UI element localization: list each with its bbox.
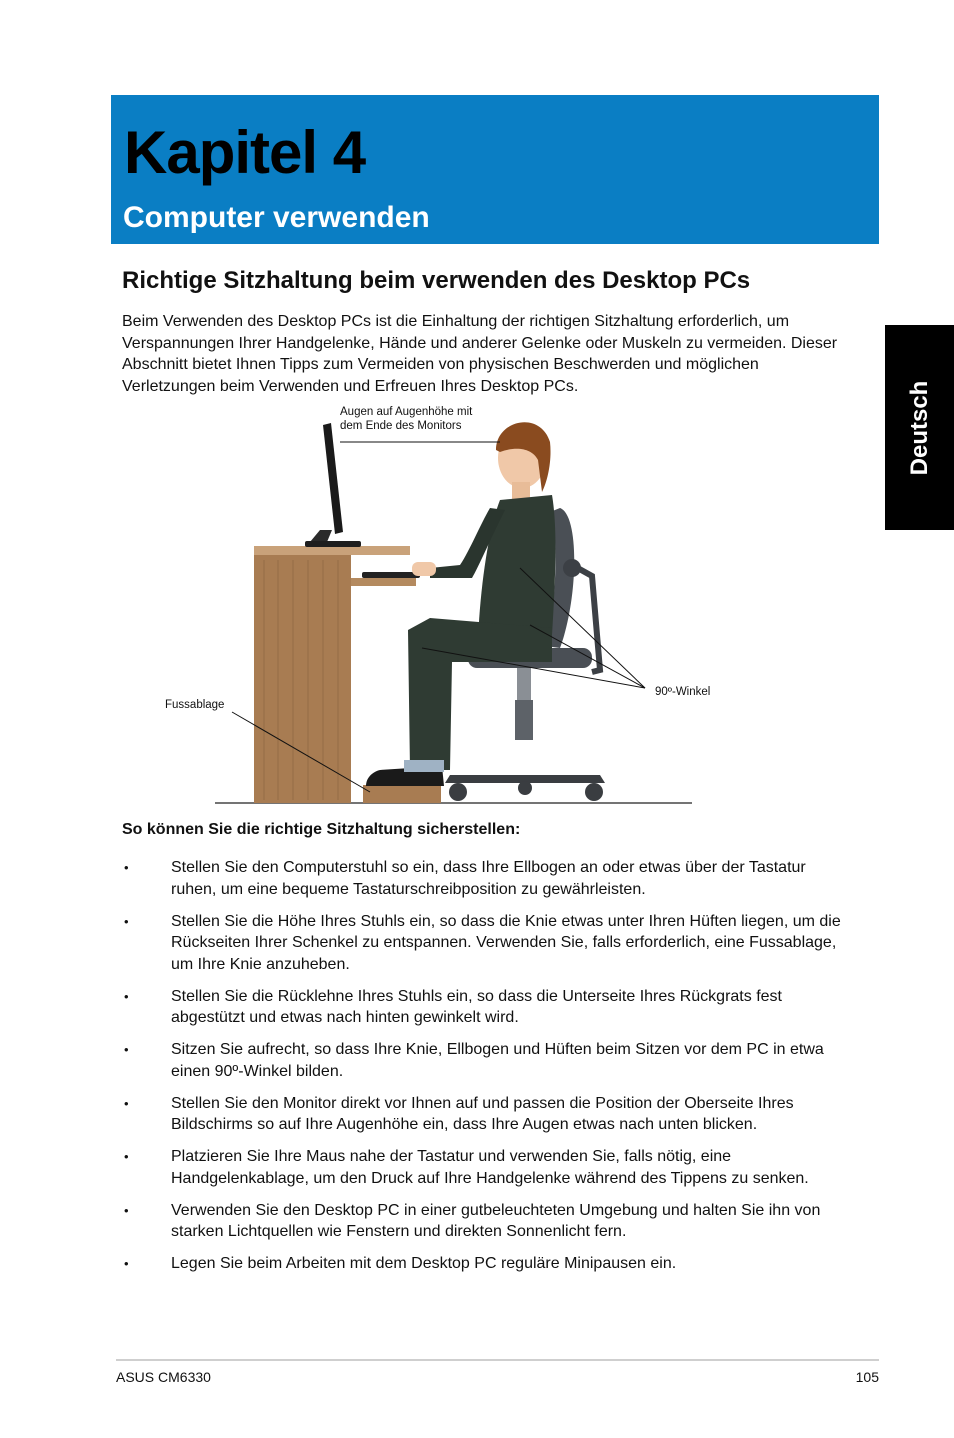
list-item: • Legen Sie beim Arbeiten mit dem Desktop PC reguläre Minipausen ein. bbox=[122, 1253, 842, 1275]
page-number: 105 bbox=[855, 1369, 879, 1385]
list-item: • Verwenden Sie den Desktop PC in einer gutbeleuchteten Umgebung und halten Sie ihn von starken Lichtquellen wie Fenstern und direkten Sonnenlicht fern. bbox=[122, 1200, 842, 1243]
tips-list bbox=[122, 857, 842, 1285]
instructions-title: So können Sie die richtige Sitzhaltung sicherstellen: bbox=[122, 821, 521, 838]
list-item: • Stellen Sie den Monitor direkt vor Ihnen auf und passen die Position der Oberseite Ihres Bildschirms so auf Ihre Augenhöhe ein, dass Ihre Augen etwas nach unten blicken. bbox=[122, 1093, 842, 1136]
language-tab bbox=[885, 325, 954, 530]
desk bbox=[254, 546, 416, 803]
chapter-title: Kapitel 4 bbox=[124, 119, 366, 186]
list-item: • Stellen Sie die Rücklehne Ihres Stuhls ein, so dass die Unterseite Ihres Rückgrats fest abgestützt und etwas nach hinten gewinkelt wird. bbox=[122, 986, 842, 1029]
footer-product: ASUS CM6330 bbox=[116, 1369, 211, 1385]
footrest bbox=[363, 785, 441, 803]
keyboard bbox=[362, 572, 420, 578]
eye-level-label bbox=[340, 405, 472, 433]
intro-paragraph: Beim Verwenden des Desktop PCs ist die Einhaltung der richtigen Sitzhaltung erforderlich, um Verspannungen Ihrer Handgelenke, Hände und anderer Gelenke oder Muskeln zu vermeiden. Dieser Abschnitt bietet Ihnen Tipps zum Vermeiden von physischen Beschwerden und möglichen Verletzungen beim Verwenden und Erfreuen Ihres Desktop PCs. bbox=[122, 313, 838, 395]
list-item: • Platzieren Sie Ihre Maus nahe der Tastatur und verwenden Sie, falls nötig, eine Handgelenkablage, um den Druck auf Ihre Handgelenke während des Tippens zu senken. bbox=[122, 1146, 842, 1189]
posture-drawing bbox=[160, 400, 720, 810]
list-item: • Sitzen Sie aufrecht, so dass Ihre Knie, Ellbogen und Hüften beim Sitzen vor dem PC in etwa einen 90º-Winkel bilden. bbox=[122, 1039, 842, 1082]
posture-illustration bbox=[160, 400, 720, 810]
chapter-subtitle: Computer verwenden bbox=[123, 201, 430, 234]
eye-level-label-line1: Augen auf Augenhöhe mit bbox=[340, 406, 473, 418]
footrest-label: Fussablage bbox=[165, 699, 225, 711]
footer-divider bbox=[116, 1359, 879, 1361]
list-item: • Stellen Sie den Computerstuhl so ein, dass Ihre Ellbogen an oder etwas über der Tastatur ruhen, um eine bequeme Tastaturschreibposition zu gewährleisten. bbox=[122, 857, 842, 900]
chapter-banner bbox=[111, 95, 879, 244]
eye-level-label-line2: dem Ende des Monitors bbox=[340, 420, 462, 432]
section-title: Richtige Sitzhaltung beim verwenden des Desktop PCs bbox=[122, 267, 751, 294]
list-item: • Stellen Sie die Höhe Ihres Stuhls ein, so dass die Knie etwas unter Ihren Hüften liegen, um die Rückseiten Ihrer Schenkel zu entspannen. Verwenden Sie, falls erforderlich, eine Fussablage, um Ihre Knie anzuheben. bbox=[122, 911, 842, 976]
angle-label: 90º-Winkel bbox=[655, 686, 711, 698]
language-tab-label: Deutsch bbox=[905, 380, 933, 475]
